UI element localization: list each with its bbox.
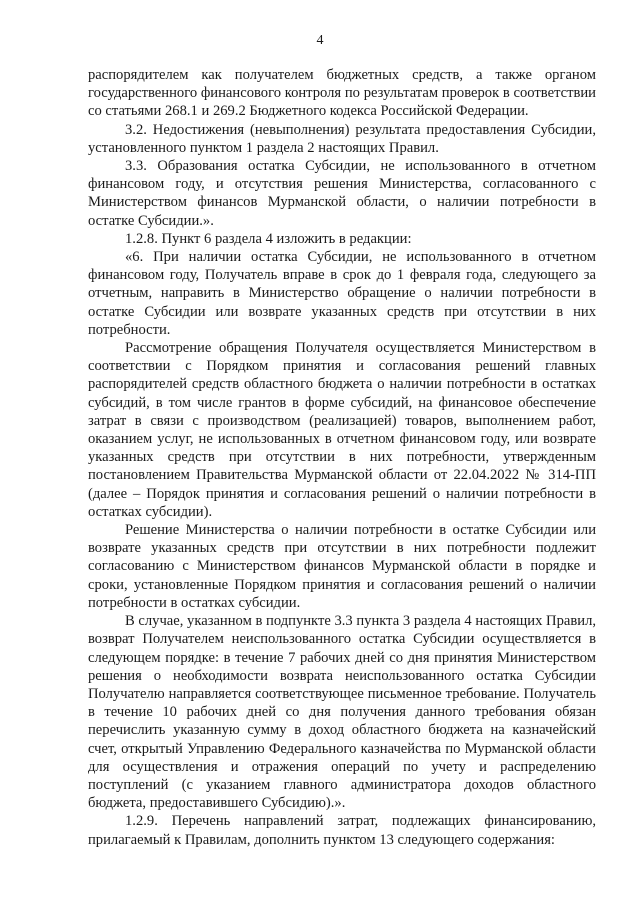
- paragraph-decision: Решение Министерства о наличии потребности в остатке Субсидии или возврате указанных средств при отсутствии в них потребности подлежит согласованию с Министерством финансов Мурманской области в порядке и сроки, установленные Порядком принятия и согласования решений о наличии потребности в остатках субсидии.: [88, 522, 596, 611]
- document-body: [88, 66, 596, 849]
- paragraph-1-2-8: 1.2.8. Пункт 6 раздела 4 изложить в редакции:: [125, 230, 412, 247]
- paragraph-refund: В случае, указанном в подпункте 3.3 пункта 3 раздела 4 настоящих Правил, возврат Получателем неиспользованного остатка Субсидии осуществляется в следующем порядке: в течение 7 рабочих дней со дня принятия Министерством решения о необходимости возврата неиспользованного остатка Субсидии Получателю направляется соответствующее письменное требование. Получатель в течение 10 рабочих дней со дня получения данного требования обязан перечислить указанную сумму в доход областного бюджета на казначейский счет, открытый Управлению Федерального казначейства по Мурманской области для осуществления и отражения операций по учету и распределению поступлений (с указанием главного администратора доходов областного бюджета, предоставившего Субсидию).».: [88, 613, 596, 812]
- paragraph-continuation: распорядителем как получателем бюджетных средств, а также органом государственного финансового контроля по результатам проверок в соответствии со статьями 268.1 и 269.2 Бюджетного кодекса Российской Федерации.: [88, 67, 596, 120]
- paragraph-6: «6. При наличии остатка Субсидии, не использованного в отчетном финансовом году, Получатель вправе в срок до 1 февраля года, следующего за отчетным, направить в Министерство обращение о наличии потребности в остатке Субсидии или возврате указанных средств при отсутствии в них потребности.: [88, 249, 596, 338]
- paragraph-1-2-9: 1.2.9. Перечень направлений затрат, подлежащих финансированию, прилагаемый к Правилам, дополнить пунктом 13 следующего содержания:: [88, 813, 596, 848]
- paragraph-review: Рассмотрение обращения Получателя осуществляется Министерством в соответствии с Порядком принятия и согласования решений главных распорядителей средств областного бюджета о наличии потребности в остатках субсидий, в том числе грантов в форме субсидий, на финансовое обеспечение затрат в связи с производством (реализацией) товаров, выполнением работ, оказанием услуг, не использованных в отчетном финансовом году, или возврате указанных средств при отсутствии в них потребности, утвержденным постановлением Правительства Мурманской области от 22.04.2022 № 314-ПП (далее – Порядок принятия и согласования решений о наличии потребности в остатках субсидии).: [88, 340, 596, 520]
- page-number: 4: [316, 33, 324, 48]
- paragraph-3-2: 3.2. Недостижения (невыполнения) результата предоставления Субсидии, установленного пунктом 1 раздела 2 настоящих Правил.: [88, 121, 596, 156]
- paragraph-3-3: 3.3. Образования остатка Субсидии, не использованного в отчетном финансовом году, и отсутствия решения Министерства, согласованного с Министерством финансов Мурманской области, о наличии потребности в остатке Субсидии.».: [88, 158, 596, 229]
